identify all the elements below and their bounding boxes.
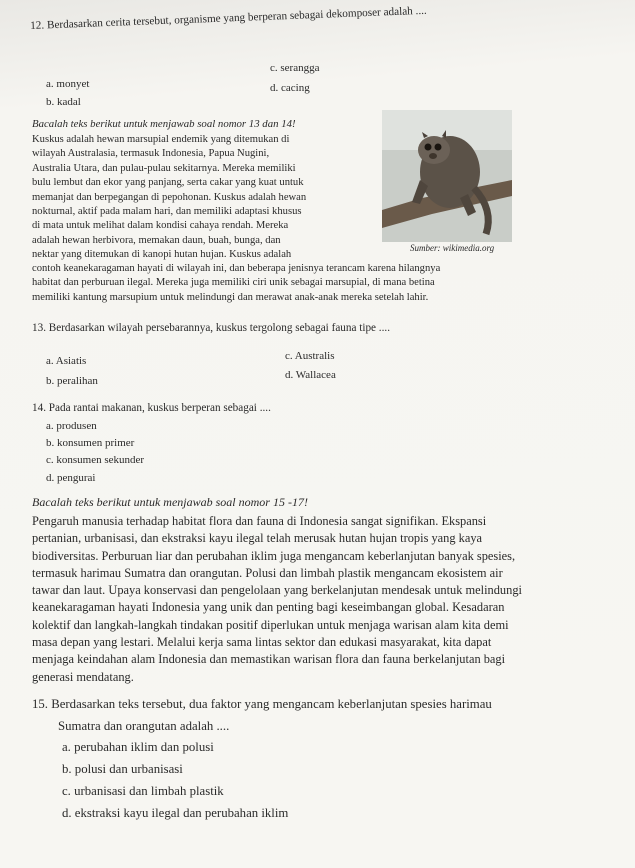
q15-option-c: c. urbanisasi dan limbah plastik [62,784,224,798]
text-line: contoh keanekaragaman hayati di wilayah ini, dan beberapa jenisnya terancam karena hilangnya [32,263,441,274]
question-12: 12. Berdasarkan cerita tersebut, organisme yang berperan sebagai dekomposer adalah .... [30,4,427,32]
text-line: nokturnal, aktif pada malam hari, dan memiliki adaptasi khusus [32,206,302,218]
text-line: biodiversitas. Perburuan liar dan perubahan iklim juga mengancam keberlanjutan banyak spesies, [32,548,516,563]
q14-option-c: c. konsumen sekunder [46,454,145,466]
question-14: 14. Pada rantai makanan, kuskus berperan sebagai .... [32,402,271,414]
question-13: 13. Berdasarkan wilayah persebarannya, kuskus tergolong sebagai fauna tipe .... [32,322,390,334]
text-line: Kuskus adalah hewan marsupial endemik yang ditemukan di [32,134,290,145]
q14-option-b: b. konsumen primer [46,437,135,449]
text-line: Pengaruh manusia terhadap habitat flora dan fauna di Indonesia sangat signifikan. Ekspansi [32,514,487,528]
q13-option-c: c. Australis [285,350,335,362]
text-line: termasuk harimau Sumatra dan orangutan. Polusi dan limbah plastik mengancam ekosistem air [32,565,503,580]
text-line: Australia Utara, dan pulau-pulau sekitarnya. Mereka memiliki [32,162,296,174]
q12-option-a: a. monyet [46,78,90,90]
text-line: generasi mendatang. [32,669,134,684]
q15-option-d: d. ekstraksi kayu ilegal dan perubahan iklim [62,806,289,820]
q15-option-b: b. polusi dan urbanisasi [62,762,183,776]
text-line: keanekaragaman hayati Indonesia yang unik dan penting bagi keseimbangan global. Kesadaran [32,600,505,615]
q14-option-d: d. pengurai [46,472,96,484]
reading-instruction-13-14: Bacalah teks berikut untuk menjawab soal nomor 13 dan 14! [32,118,296,130]
q13-option-d: d. Wallacea [285,369,336,381]
habitat-paragraph [32,513,614,686]
text-line: habitat dan perburuan ilegal. Mereka juga memiliki ciri unik sebagai marsupial, di mana betina [32,277,435,289]
q12-option-c: c. serangga [270,62,320,74]
kuskus-paragraph-wide [32,262,612,305]
q12-option-b: b. kadal [46,96,81,108]
cuscus-photo [382,110,512,242]
reading-instruction-15-17: Bacalah teks berikut untuk menjawab soal nomor 15 -17! [32,495,308,509]
text-line: adalah hewan herbivora, memakan daun, buah, bunga, dan [32,234,281,246]
question-15-line-1: 15. Berdasarkan teks tersebut, dua faktor yang mengancam keberlanjutan spesies harimau [32,697,492,711]
text-line: masa depan yang lestari. Melalui kerja sama lintas sektor dan edukasi masyarakat, kita dapat [32,635,492,650]
text-line: tawar dan laut. Upaya konservasi dan pengelolaan yang berkelanjutan mendesak untuk melindungi [32,583,522,598]
q13-option-b: b. peralihan [46,375,98,387]
text-line: memiliki kantung marsupium untuk melindungi dan merawat anak-anak mereka setelah lahir. [32,291,429,303]
text-line: di mata untuk melihat dalam kondisi cahaya rendah. Mereka [32,220,289,232]
q13-option-a: a. Asiatis [46,355,87,367]
text-line: kolektif dan langkah-langkah tindakan positif diperlukan untuk menjaga warisan alam kita demi [32,617,509,632]
image-caption: Sumber: wikimedia.org [410,243,495,253]
text-line: wilayah Australasia, termasuk Indonesia, Papua Nugini, [32,148,270,160]
text-line: bulu lembut dan ekor yang panjang, serta cakar yang kuat untuk [32,177,304,189]
q12-option-d: d. cacing [270,82,310,94]
q15-option-a: a. perubahan iklim dan polusi [62,740,214,754]
text-line: memanjat dan berpegangan di pepohonan. Kuskus adalah hewan [32,191,307,203]
text-line: menjaga keindahan alam Indonesia dan memastikan warisan flora dan fauna berkelanjutan bagi [32,652,506,667]
text-line: pertanian, urbanisasi, dan ekstraksi kayu ilegal telah merusak hutan hujan tropis yang kaya [32,531,483,546]
kuskus-paragraph-narrow [32,133,377,263]
q14-option-a: a. produsen [46,420,97,432]
text-line: nektar yang ditemukan di kanopi hutan hujan. Kuskus adalah [32,249,292,261]
cuscus-illustration [382,110,512,242]
question-15-line-2: Sumatra dan orangutan adalah .... [58,719,230,733]
